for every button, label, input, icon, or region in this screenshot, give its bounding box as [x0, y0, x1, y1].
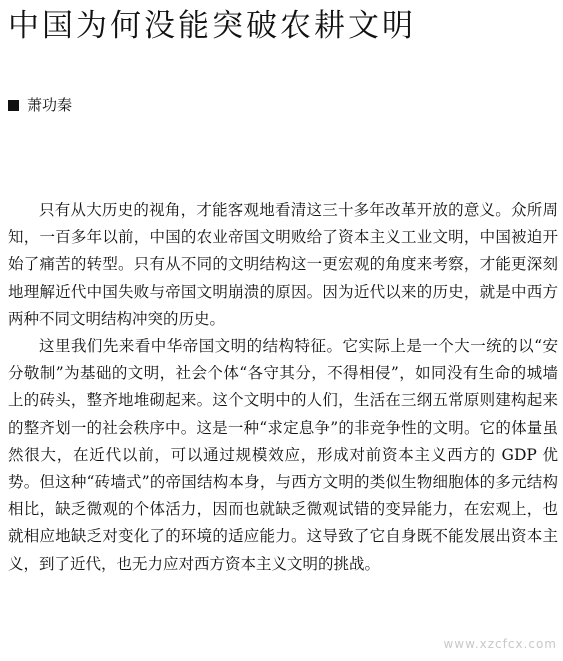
- article-body: [8, 197, 558, 578]
- paragraph-2: 这里我们先来看中华帝国文明的结构特征。它实际上是一个大一统的以“安分敬制”为基础的文明，社会个体“各守其分，不得相侵”，如同没有生命的城墙上的砖头，整齐地堆砌起来。这个文明中的人们，生活在三纲五常原则建构起来的整齐划一的社会秩序中。这是一种“求定息争”的非竞争性的文明。它的体量虽然很大，在近代以前，可以通过规模效应，形成对前资本主义西方的 GDP 优势。但这种“砖墙式”的帝国结构本身，与西方文明的类似生物细胞体的多元结构相比，缺乏微观的个体活力，因而也就缺乏微观试错的变异能力，在宏观上，也就相应地缺乏对变化了的环境的适应能力。这导致了它自身既不能发展出资本主义，到了近代，也无力应对西方资本主义文明的挑战。: [8, 337, 558, 573]
- site-watermark: www.xzcfcx.com: [443, 637, 557, 651]
- author-name: 萧功秦: [27, 96, 73, 114]
- author-line: [8, 95, 72, 115]
- paragraph-1: 只有从大历史的视角，才能客观地看清这三十多年改革开放的意义。众所周知，一百多年以前，中国的农业帝国文明败给了资本主义工业文明，中国被迫开始了痛苦的转型。只有从不同的文明结构这一更宏观的角度来考察，才能更深刻地理解近代中国失败与帝国文明崩溃的原因。因为近代以来的历史，就是中西方两种不同文明结构冲突的历史。: [8, 201, 558, 328]
- black-square-icon: [8, 100, 19, 111]
- article-title: 中国为何没能突破农耕文明: [8, 8, 416, 44]
